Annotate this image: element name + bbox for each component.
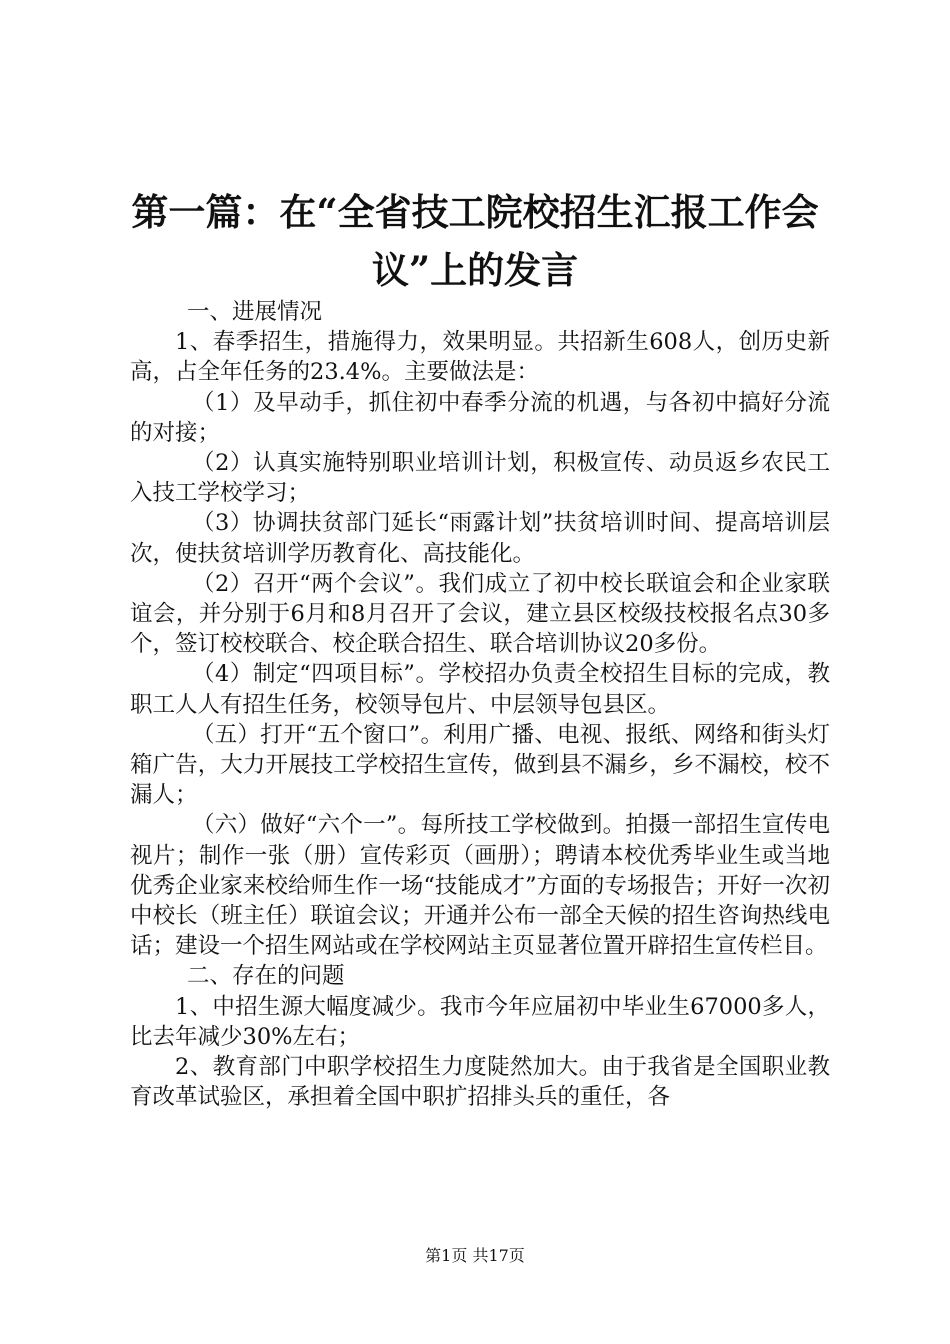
paragraph: （2）召开“两个会议”。我们成立了初中校长联谊会和企业家联谊会，并分别于6月和8月召开了会议，建立县区校级技校报名点30多个，签订校校联合、校企联合招生、联合培训协议20多份。 [130, 570, 830, 658]
paragraph: 1、春季招生，措施得力，效果明显。共招新生608人，创历史新高，占全年任务的23.4%。主要做法是： [130, 329, 830, 386]
paragraph: 1、中招生源大幅度减少。我市今年应届初中毕业生67000多人，比去年减少30%左右； [130, 993, 830, 1050]
section-heading: 一、进展情况 [187, 299, 323, 325]
section-heading: 二、存在的问题 [187, 963, 345, 990]
paragraph: （3）协调扶贫部门延长“雨露计划”扶贫培训时间、提高培训层次，使扶贫培训学历教育化、高技能化。 [130, 510, 830, 567]
page-number-footer: 第1页 共17页 [425, 1246, 525, 1265]
paragraph: （2）认真实施特别职业培训计划，积极宣传、动员返乡农民工入技工学校学习； [130, 450, 830, 507]
paragraph: 2、教育部门中职学校招生力度陡然加大。由于我省是全国职业教育改革试验区，承担着全国中职扩招排头兵的重任，各 [130, 1054, 830, 1111]
paragraph: （4）制定“四项目标”。学校招办负责全校招生目标的完成，教职工人人有招生任务，校领导包片、中层领导包县区。 [130, 661, 830, 718]
paragraph: （五）打开“五个窗口”。利用广播、电视、报纸、网络和街头灯箱广告，大力开展技工学校招生宣传，做到县不漏乡，乡不漏校，校不漏人； [130, 721, 830, 809]
document-title: 第一篇：在“全省技工院校招生汇报工作会议”上的发言 [131, 190, 819, 292]
document-body [130, 297, 830, 1112]
paragraph: （1）及早动手，抓住初中春季分流的机遇，与各初中搞好分流的对接； [130, 389, 830, 446]
paragraph: （六）做好“六个一”。每所技工学校做到。拍摄一部招生宣传电视片；制作一张（册）宣传彩页（画册）；聘请本校优秀毕业生或当地优秀企业家来校给师生作一场“技能成才”方面的专场报告；开好一次初中校长（班主任）联谊会议；开通并公布一部全天候的招生咨询热线电话；建设一个招生网站或在学校网站主页显著位置开辟招生宣传栏目。 [130, 812, 830, 960]
